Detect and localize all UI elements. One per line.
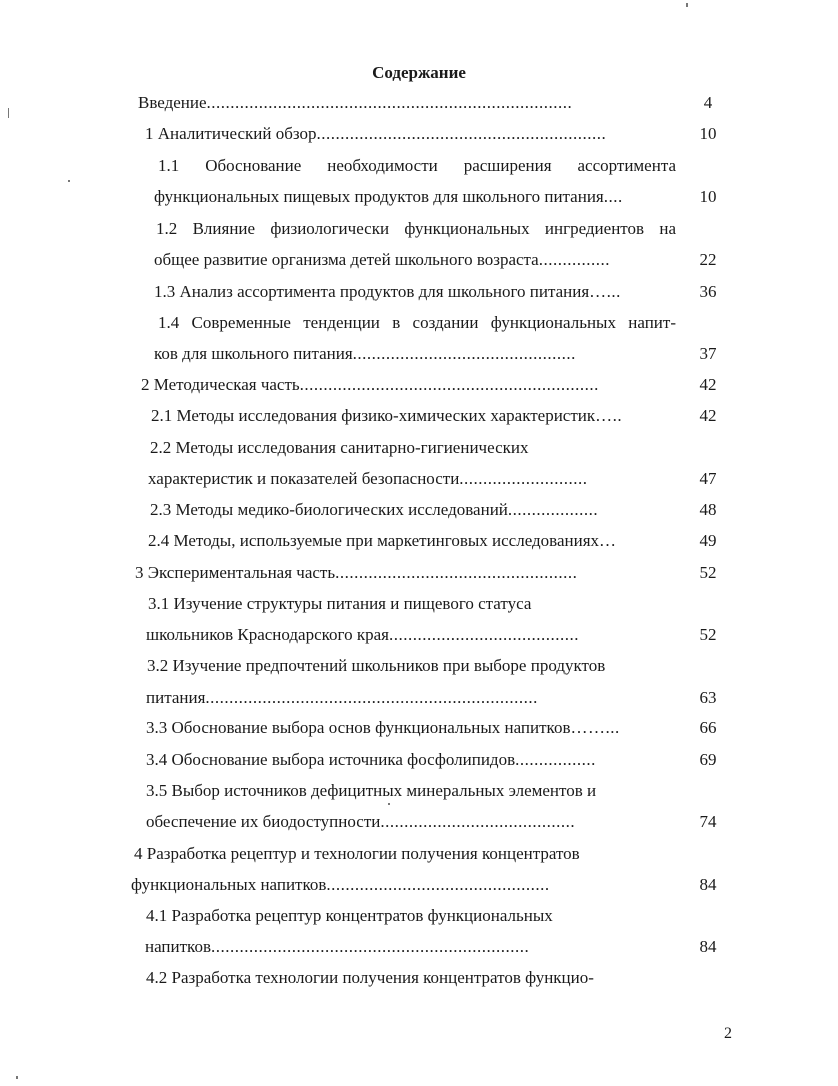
toc-page-number: 48: [699, 500, 717, 519]
toc-leader-dots: ...............: [538, 250, 610, 269]
toc-leader-dots: ...................................................................: [210, 937, 530, 956]
page-number: 2: [724, 1025, 732, 1042]
toc-leader-dots: ...................................................: [335, 563, 578, 582]
toc-page-number: 10: [699, 187, 717, 206]
toc-entry-line: 4.1 Разработка рецептур концентратов функциональных: [146, 906, 553, 925]
toc-entry-line: [151, 405, 621, 427]
toc-entry-line: [146, 687, 667, 709]
toc-entry-text: обеспечение их биодоступности: [146, 812, 381, 831]
toc-entry-line: 2.2 Методы исследования санитарно-гигиенических: [150, 438, 529, 457]
toc-entry-line: [154, 343, 649, 365]
toc-entry-line: [148, 530, 619, 552]
toc-leader-dots: .................: [515, 750, 596, 769]
toc-entry-text: 2 Методическая часть: [141, 375, 300, 394]
toc-page-number: 63: [699, 688, 717, 707]
toc-page-number: 84: [699, 875, 717, 894]
page-title: Содержание: [372, 63, 466, 82]
toc-page-number: 52: [699, 563, 717, 582]
toc-leader-dots: ......................................................................: [205, 688, 538, 707]
toc-page-number: 69: [699, 750, 717, 769]
toc-entry-text: 2.3 Методы медико-биологических исследований: [150, 500, 508, 519]
toc-page-number: 66: [699, 718, 717, 737]
toc-entry-text: 1 Аналитический обзор: [145, 124, 317, 143]
toc-entry-text: 3 Экспериментальная часть: [135, 563, 336, 582]
toc-page-number: 49: [699, 531, 717, 550]
toc-page-number: 22: [699, 250, 717, 269]
toc-entry-line: [150, 499, 626, 521]
toc-page-number: 84: [699, 937, 717, 956]
toc-entry-line: [146, 624, 639, 646]
toc-entry-text: Введение: [138, 93, 207, 112]
toc-entry-text: 2.4 Методы, используемые при маркетинговых исследованиях: [148, 531, 600, 550]
toc-page-number: 74: [699, 812, 717, 831]
toc-entry-text: 3.4 Обоснование выбора источника фосфолипидов: [146, 750, 516, 769]
toc-entry-line: [146, 811, 644, 833]
toc-page-number: 36: [699, 282, 717, 301]
toc-entry-text: питания: [146, 688, 206, 707]
toc-entry-line: [154, 281, 621, 303]
toc-entry-line: 3.2 Изучение предпочтений школьников при выборе продуктов: [147, 656, 606, 675]
toc-entry-line: 1.4 Современные тенденции в создании функциональных напит-: [158, 313, 676, 332]
toc-entry-line: [146, 717, 620, 739]
toc-leader-dots: …: [599, 531, 617, 550]
toc-leader-dots: ...........................: [459, 469, 588, 488]
toc-page-number: 10: [699, 124, 717, 143]
toc-entry-text: напитков: [145, 937, 211, 956]
toc-leader-dots: …...: [589, 282, 621, 301]
toc-leader-dots: ...............................................: [326, 875, 550, 894]
scan-mark: [388, 803, 390, 805]
scan-mark: [8, 108, 9, 118]
toc-page-number: 42: [699, 375, 717, 394]
toc-entry-line: 3.1 Изучение структуры питания и пищевого статуса: [148, 594, 532, 613]
toc-entry-line: 4 Разработка рецептур и технологии получения концентратов: [134, 844, 580, 863]
toc-entry-line: [131, 874, 644, 896]
toc-entry-line: [138, 92, 659, 114]
toc-page-number: 47: [699, 469, 717, 488]
toc-entry-text: 2.1 Методы исследования физико-химических характеристик: [151, 406, 596, 425]
toc-leader-dots: .........................................: [380, 812, 576, 831]
toc-leader-dots: ...............................................................: [299, 375, 599, 394]
toc-entry-text: ков для школьного питания: [154, 344, 353, 363]
toc-entry-line: [145, 123, 656, 145]
toc-leader-dots: …..: [595, 406, 623, 425]
toc-entry-line: 4.2 Разработка технологии получения концентратов функцио-: [146, 968, 594, 987]
toc-entry-line: [146, 749, 627, 771]
toc-leader-dots: .............................................................................: [206, 93, 573, 112]
toc-entry-text: функциональных напитков: [131, 875, 327, 894]
toc-entry-text: функциональных пищевых продуктов для школьного питания: [154, 187, 604, 206]
toc-leader-dots: ...................: [507, 500, 599, 519]
toc-entry-text: характеристик и показателей безопасности: [148, 469, 460, 488]
toc-page-number: 42: [699, 406, 717, 425]
toc-leader-dots: ....: [603, 187, 623, 206]
toc-entry-line: 1.1 Обоснование необходимости расширения ассортимента: [158, 156, 676, 175]
toc-leader-dots: ……...: [570, 718, 620, 737]
toc-leader-dots: ...............................................: [352, 344, 576, 363]
toc-entry-line: 1.2 Влияние физиологически функциональных ингредиентов на: [156, 219, 676, 238]
toc-entry-text: 1.3 Анализ ассортимента продуктов для школьного питания: [154, 282, 590, 301]
toc-entry-line: [135, 562, 655, 584]
toc-entry-text: школьников Краснодарского края: [146, 625, 389, 644]
toc-leader-dots: .............................................................: [316, 124, 607, 143]
toc-entry-text: 3.3 Обоснование выбора основ функциональных напитков: [146, 718, 571, 737]
toc-entry-line: [145, 936, 667, 958]
toc-page-number: 4: [703, 93, 713, 112]
toc-leader-dots: ........................................: [388, 625, 579, 644]
toc-page-number: 52: [699, 625, 717, 644]
toc-entry-line: [154, 249, 631, 271]
scan-mark: [16, 1076, 18, 1079]
toc-entry-line: 3.5 Выбор источников дефицитных минеральных элементов и: [146, 781, 597, 800]
toc-entry-text: общее развитие организма детей школьного возраста: [154, 250, 539, 269]
scan-mark: [68, 180, 70, 182]
toc-entry-line: [141, 374, 654, 396]
toc-entry-line: [148, 468, 629, 490]
scan-mark: [686, 3, 688, 7]
toc-entry-line: [154, 186, 630, 208]
toc-page-number: 37: [699, 344, 717, 363]
